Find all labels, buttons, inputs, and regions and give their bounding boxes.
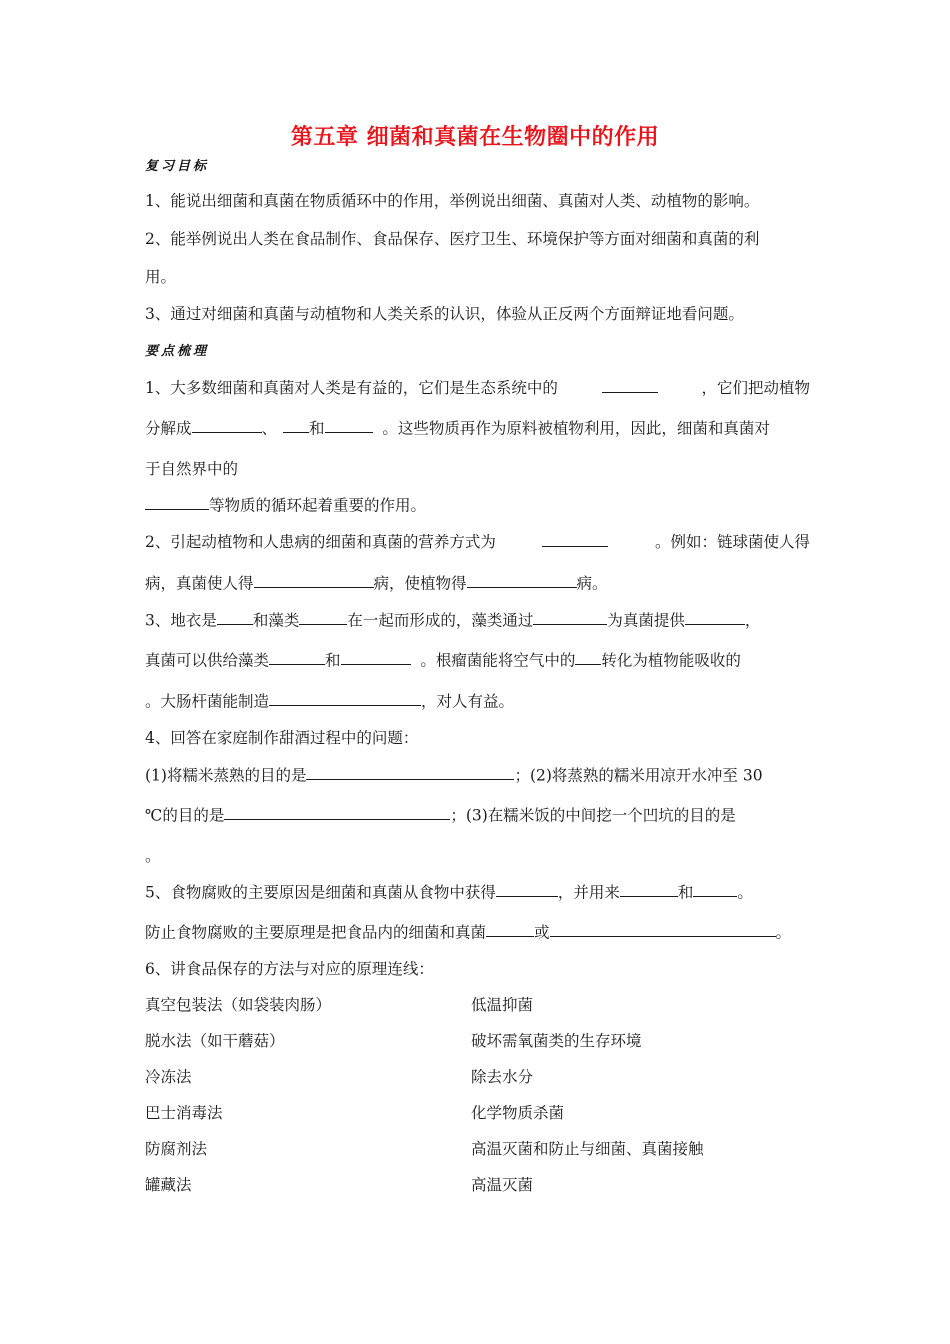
blank[interactable] bbox=[283, 416, 309, 433]
q2-text-c: 病，真菌使人得 bbox=[145, 574, 254, 593]
review-goals-heading: 复习目标 bbox=[145, 159, 210, 174]
q3-text-c: 在一起而形成的，藻类通过 bbox=[347, 611, 534, 630]
q2-line-1 bbox=[145, 530, 810, 552]
q5-line-1 bbox=[145, 880, 810, 902]
principle-item: 低温抑菌 bbox=[471, 996, 534, 1014]
blank[interactable] bbox=[306, 763, 514, 780]
q3-line-1 bbox=[145, 608, 810, 630]
q5-text-c: 和 bbox=[677, 883, 694, 902]
blank[interactable] bbox=[533, 608, 607, 625]
blank[interactable] bbox=[145, 493, 209, 510]
q2-line-2 bbox=[145, 571, 810, 593]
blank[interactable] bbox=[685, 608, 745, 625]
q2-text-b: 。例如：链球菌使人得 bbox=[654, 533, 810, 551]
q3-text-e: ， bbox=[744, 611, 761, 630]
blank[interactable] bbox=[620, 880, 678, 897]
q3-line-2 bbox=[145, 648, 810, 670]
q3-text-h: 。根瘤菌能将空气中的 bbox=[420, 651, 576, 670]
goal-2: 2、能举例说出人类在食品制作、食品保存、医疗卫生、环境保护等方面对细菌和真菌的利 bbox=[145, 230, 760, 248]
q4-line-1: 4、回答在家庭制作甜酒过程中的问题： bbox=[145, 729, 419, 747]
q5-text-g: 。 bbox=[775, 923, 792, 942]
q4-text-a: (1)将糯米蒸熟的目的是 bbox=[145, 766, 307, 785]
q3-text-b: 和藻类 bbox=[252, 611, 300, 630]
method-item: 脱水法（如干蘑菇） bbox=[145, 1032, 285, 1050]
key-points-heading: 要点梳理 bbox=[145, 344, 210, 359]
page-title: 第五章 细菌和真菌在生物圈中的作用 bbox=[290, 125, 660, 150]
q3-text-g: 和 bbox=[325, 651, 341, 670]
blank[interactable] bbox=[496, 880, 558, 897]
q1-line-4 bbox=[145, 493, 810, 515]
principle-item: 化学物质杀菌 bbox=[471, 1104, 565, 1122]
q4-line-3 bbox=[145, 803, 810, 825]
blank[interactable] bbox=[486, 920, 534, 937]
q1-text-g: 等物质的循环起着重要的作用。 bbox=[209, 496, 427, 515]
blank[interactable] bbox=[602, 376, 658, 393]
goal-1: 1、能说出细菌和真菌在物质循环中的作用，举例说出细菌、真菌对人类、动植物的影响。 bbox=[145, 192, 760, 210]
principle-item: 高温灭菌 bbox=[471, 1176, 534, 1194]
blank[interactable] bbox=[192, 416, 262, 433]
q1-line-1 bbox=[145, 376, 810, 398]
q2-text-a: 2、引起动植物和人患病的细菌和真菌的营养方式为 bbox=[145, 533, 496, 551]
blank[interactable] bbox=[269, 689, 421, 706]
q3-text-i: 转化为植物能吸收的 bbox=[601, 651, 741, 670]
q3-text-f: 真菌可以供给藻类 bbox=[145, 651, 270, 670]
q4-text-c: ℃的目的是 bbox=[145, 806, 225, 825]
q1-text-f: 。这些物质再作为原料被植物利用，因此，细菌和真菌对 bbox=[382, 419, 770, 438]
q4-text-d: ；(3)在糯米饭的中间挖一个凹坑的目的是 bbox=[450, 806, 736, 825]
method-item: 真空包装法（如袋装肉肠） bbox=[145, 996, 332, 1014]
q5-text-e: 防止食物腐败的主要原理是把食品内的细菌和真菌 bbox=[145, 923, 487, 942]
q5-text-f: 或 bbox=[534, 923, 550, 942]
q6-line-1: 6、讲食品保存的方法与对应的原理连线： bbox=[145, 960, 434, 978]
q3-text-d: 为真菌提供 bbox=[607, 611, 685, 630]
q1-text-e: 和 bbox=[309, 419, 325, 438]
principle-item: 破坏需氧菌类的生存环境 bbox=[471, 1032, 642, 1050]
q1-line-3: 于自然界中的 bbox=[145, 460, 239, 478]
blank[interactable] bbox=[467, 571, 577, 588]
q4-text-b: ；(2)将蒸熟的糯米用凉开水冲至 30 bbox=[514, 766, 763, 785]
q1-text-b: ，它们把动植物 bbox=[701, 379, 810, 397]
q3-text-a: 3、地衣是 bbox=[145, 611, 217, 630]
method-item: 冷冻法 bbox=[145, 1068, 192, 1086]
q5-text-a: 5、食物腐败的主要原因是细菌和真菌从食物中获得 bbox=[145, 883, 496, 902]
goal-2-cont: 用。 bbox=[145, 268, 177, 286]
q3-line-3 bbox=[145, 689, 810, 711]
blank[interactable] bbox=[325, 416, 373, 433]
q1-text-c: 分解成 bbox=[145, 419, 192, 438]
q3-text-k: ，对人有益。 bbox=[421, 692, 515, 711]
q2-text-e: 病。 bbox=[576, 574, 608, 593]
blank[interactable] bbox=[550, 920, 776, 937]
q1-text-a: 1、大多数细菌和真菌对人类是有益的，它们是生态系统中的 bbox=[145, 379, 558, 397]
blank[interactable] bbox=[254, 571, 374, 588]
q5-text-d: 。 bbox=[737, 883, 753, 902]
q4-line-4: 。 bbox=[145, 847, 161, 865]
method-item: 罐藏法 bbox=[145, 1176, 192, 1194]
method-item: 巴士消毒法 bbox=[145, 1104, 223, 1122]
blank[interactable] bbox=[217, 608, 253, 625]
q3-text-j: 。大肠杆菌能制造 bbox=[145, 692, 270, 711]
blank[interactable] bbox=[341, 648, 411, 665]
blank[interactable] bbox=[269, 648, 325, 665]
principle-item: 高温灭菌和防止与细菌、真菌接触 bbox=[471, 1140, 704, 1158]
q5-line-2 bbox=[145, 920, 810, 942]
q4-line-2 bbox=[145, 763, 810, 785]
q2-text-d: 病，使植物得 bbox=[373, 574, 467, 593]
goal-3: 3、通过对细菌和真菌与动植物和人类关系的认识，体验从正反两个方面辩证地看问题。 bbox=[145, 305, 744, 323]
q1-text-d: 、 bbox=[261, 419, 278, 438]
blank[interactable] bbox=[299, 608, 347, 625]
q5-text-b: ，并用来 bbox=[557, 883, 620, 902]
blank[interactable] bbox=[542, 530, 608, 547]
blank[interactable] bbox=[224, 803, 450, 820]
blank[interactable] bbox=[693, 880, 737, 897]
method-item: 防腐剂法 bbox=[145, 1140, 208, 1158]
blank[interactable] bbox=[575, 648, 601, 665]
q1-line-2 bbox=[145, 416, 810, 438]
principle-item: 除去水分 bbox=[471, 1068, 534, 1086]
